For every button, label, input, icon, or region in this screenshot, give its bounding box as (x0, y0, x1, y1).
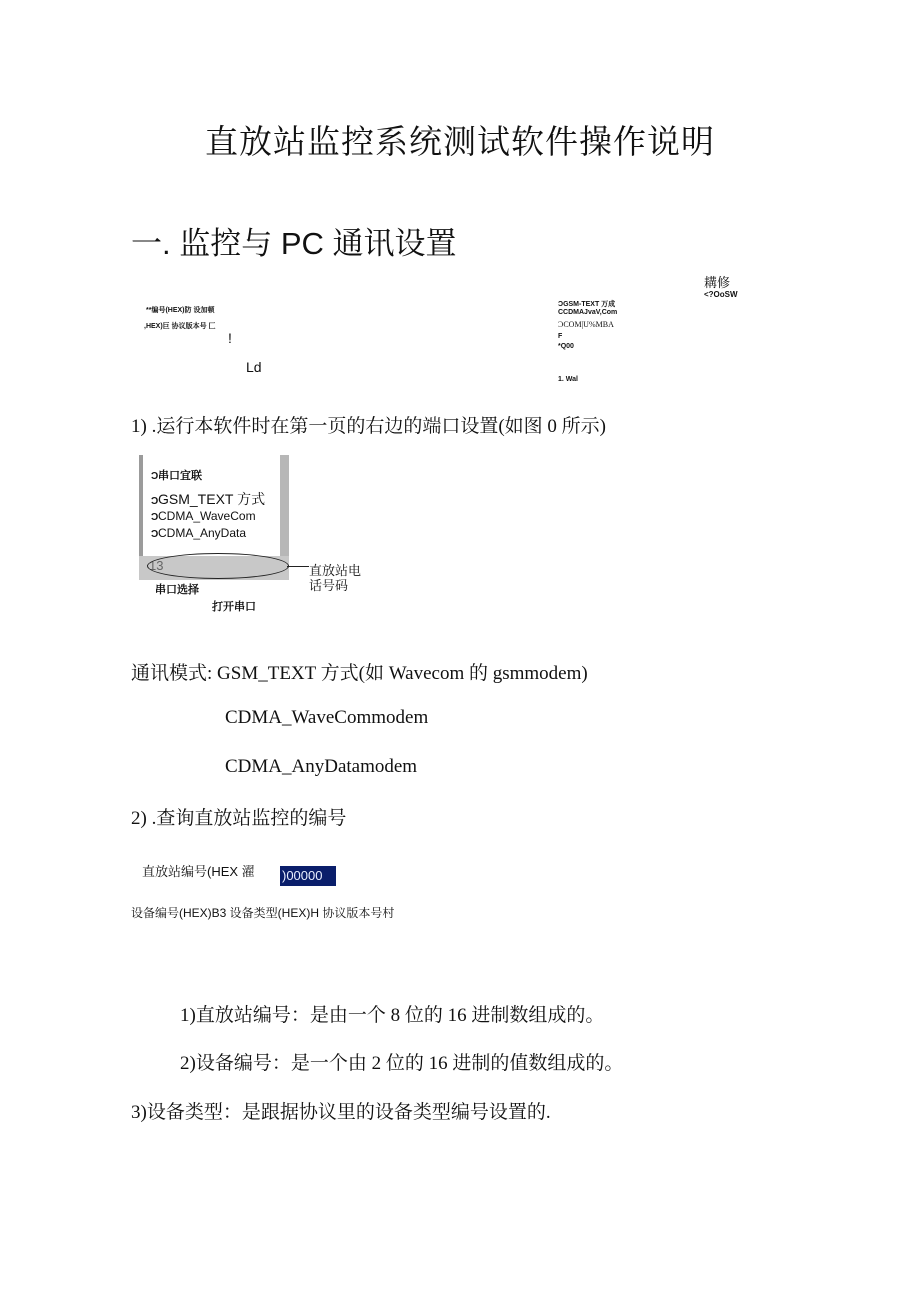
comm-mode-line3: CDMA_AnyDatamodem (225, 756, 418, 777)
fig0-right-line4: F (558, 333, 563, 340)
fig0-left-line1: **编号(HEX)防 设加顿 (146, 307, 215, 314)
note-3: 3)设备类型：是跟据协议里的设备类型编号设置的. (131, 1102, 551, 1123)
device-info-line: 设备编号(HEX)B3 设备类型(HEX)H 协议版本号村 (131, 906, 395, 920)
port-number-select[interactable]: 13 (149, 558, 164, 573)
panel-left-border (139, 455, 143, 565)
comm-mode-line2: CDMA_WaveCommodem (225, 707, 429, 728)
fig0-right-line1: ƆGSM-TEXT 万成 (558, 301, 616, 308)
fig0-top-right-b: <?OoSW (704, 290, 738, 299)
callout-phone-line2: 话号码 (309, 578, 349, 593)
radio-icon: Ɔ (151, 496, 159, 507)
callout-pointer (287, 566, 309, 567)
document-title: 直放站监控系统测试软件操作说明 (205, 125, 715, 161)
callout-phone-line1: 直放站电 (309, 563, 362, 578)
fig0-right-line6: 1. Wal (558, 376, 578, 383)
radio-cdma-anydata[interactable]: ƆCDMA_AnyData (151, 526, 247, 540)
radio-cdma-wavecom[interactable]: ƆCDMA_WaveCom (151, 509, 256, 523)
station-id-label: 直放站编号(HEX 濯 (142, 864, 255, 879)
radio-serial-direct[interactable]: Ɔ串口宜联 (151, 470, 202, 482)
fig0-right-line5: *Q00 (558, 343, 574, 350)
fig0-left-ld: Ld (246, 359, 262, 375)
step-2-text: 2) .查询直放站监控的编号 (131, 808, 347, 829)
open-port-button[interactable]: 打开串口 (212, 601, 256, 613)
section-heading-1: 一. 监控与 PC 通讯设置 (131, 226, 457, 261)
fig0-left-mark: ! (228, 330, 232, 346)
station-id-field[interactable]: )00000 (280, 866, 336, 886)
fig0-right-line2: CCDMAJvaV,Com (558, 309, 618, 316)
port-select-label: 串口选择 (155, 584, 199, 596)
callout-ellipse (147, 553, 289, 579)
fig0-left-line2: ,HEX)巨 协议版本号 匚 (144, 323, 216, 330)
radio-icon: Ɔ (151, 471, 159, 482)
comm-mode-line1: 通讯模式: GSM_TEXT 方式(如 Wavecom 的 gsmmodem) (131, 663, 588, 684)
radio-icon: Ɔ (151, 512, 159, 523)
fig0-right-line3: ƆCOM|U%MBA (558, 320, 614, 329)
panel-scrollbar[interactable] (280, 455, 289, 565)
note-1: 1)直放站编号：是由一个 8 位的 16 进制数组成的。 (180, 1005, 605, 1026)
step-1-text: 1) .运行本软件时在第一页的右边的端口设置(如图 0 所示) (131, 416, 606, 437)
note-2: 2)设备编号：是一个由 2 位的 16 进制的值数组成的。 (180, 1053, 624, 1074)
radio-gsm-text[interactable]: ƆGSM_TEXT 方式 (151, 491, 266, 507)
fig0-top-right-a: 耩修 (704, 275, 731, 290)
radio-icon: Ɔ (151, 529, 159, 540)
